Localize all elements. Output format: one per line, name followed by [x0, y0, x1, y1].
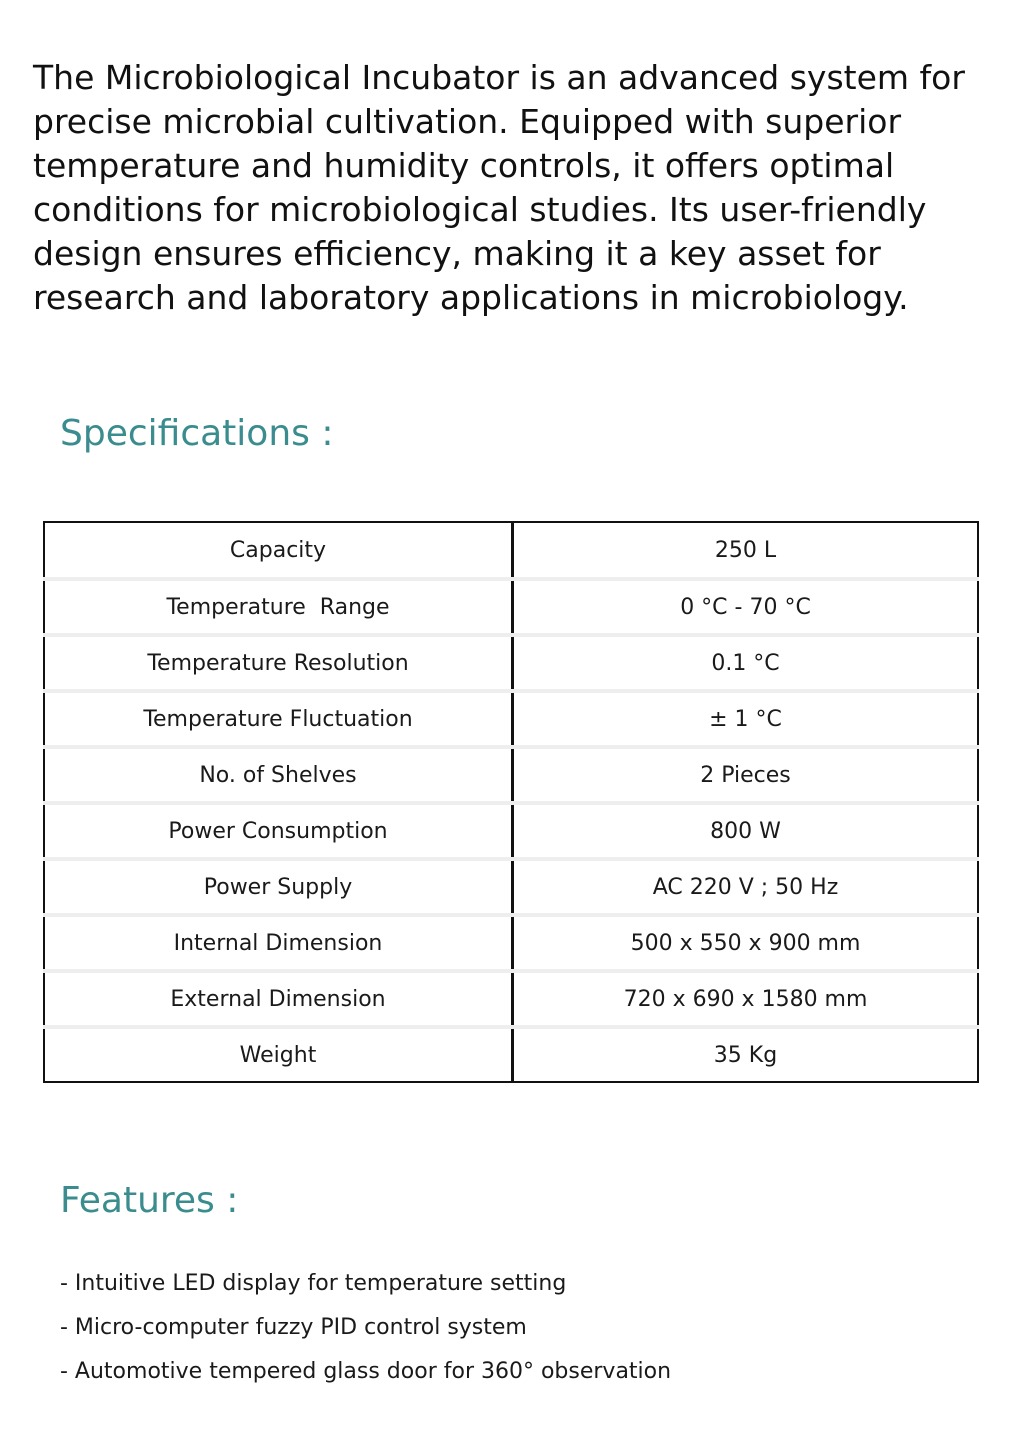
specifications-heading: Specifications :	[60, 413, 334, 454]
spec-value: 800 W	[513, 803, 979, 859]
spec-label: Internal Dimension	[44, 915, 513, 971]
spec-value: 720 x 690 x 1580 mm	[513, 971, 979, 1027]
spec-label: Temperature Resolution	[44, 635, 513, 691]
spec-value: 2 Pieces	[513, 747, 979, 803]
table-row	[44, 579, 978, 635]
list-item: - Intuitive LED display for temperature setting	[60, 1271, 567, 1296]
table-row	[44, 522, 978, 579]
list-item: - Automotive tempered glass door for 360° observation	[60, 1359, 672, 1384]
table-row	[44, 859, 978, 915]
features-list	[60, 1262, 671, 1394]
spec-value: 0 °C - 70 °C	[513, 579, 979, 635]
specifications-table	[43, 521, 979, 1083]
spec-label: Temperature Range	[44, 579, 513, 635]
spec-label: Power Consumption	[44, 803, 513, 859]
spec-label: Weight	[44, 1027, 513, 1082]
table-row	[44, 915, 978, 971]
spec-label: External Dimension	[44, 971, 513, 1027]
spec-value: 500 x 550 x 900 mm	[513, 915, 979, 971]
table-row	[44, 1027, 978, 1082]
table-row	[44, 803, 978, 859]
spec-label: No. of Shelves	[44, 747, 513, 803]
intro-paragraph: The Microbiological Incubator is an advanced system for precise microbial cultivation. Equipped with superior temperature and humidity controls, it offers optimal conditions for microbiological studies. Its user-friendly design ensures efficiency, making it a key asset for research and laboratory applications in microbiology.	[33, 58, 965, 317]
spec-value: 35 Kg	[513, 1027, 979, 1082]
list-item: - Micro-computer fuzzy PID control system	[60, 1315, 527, 1340]
spec-value: 0.1 °C	[513, 635, 979, 691]
table-row	[44, 747, 978, 803]
table-row	[44, 971, 978, 1027]
features-heading: Features :	[60, 1180, 239, 1221]
spec-value: 250 L	[714, 537, 777, 563]
spec-value: AC 220 V ; 50 Hz	[513, 859, 979, 915]
spec-label: Capacity	[44, 522, 513, 579]
spec-value: ± 1 °C	[513, 691, 979, 747]
spec-label: Temperature Fluctuation	[44, 691, 513, 747]
table-row	[44, 635, 978, 691]
table-row	[44, 691, 978, 747]
spec-label: Power Supply	[44, 859, 513, 915]
